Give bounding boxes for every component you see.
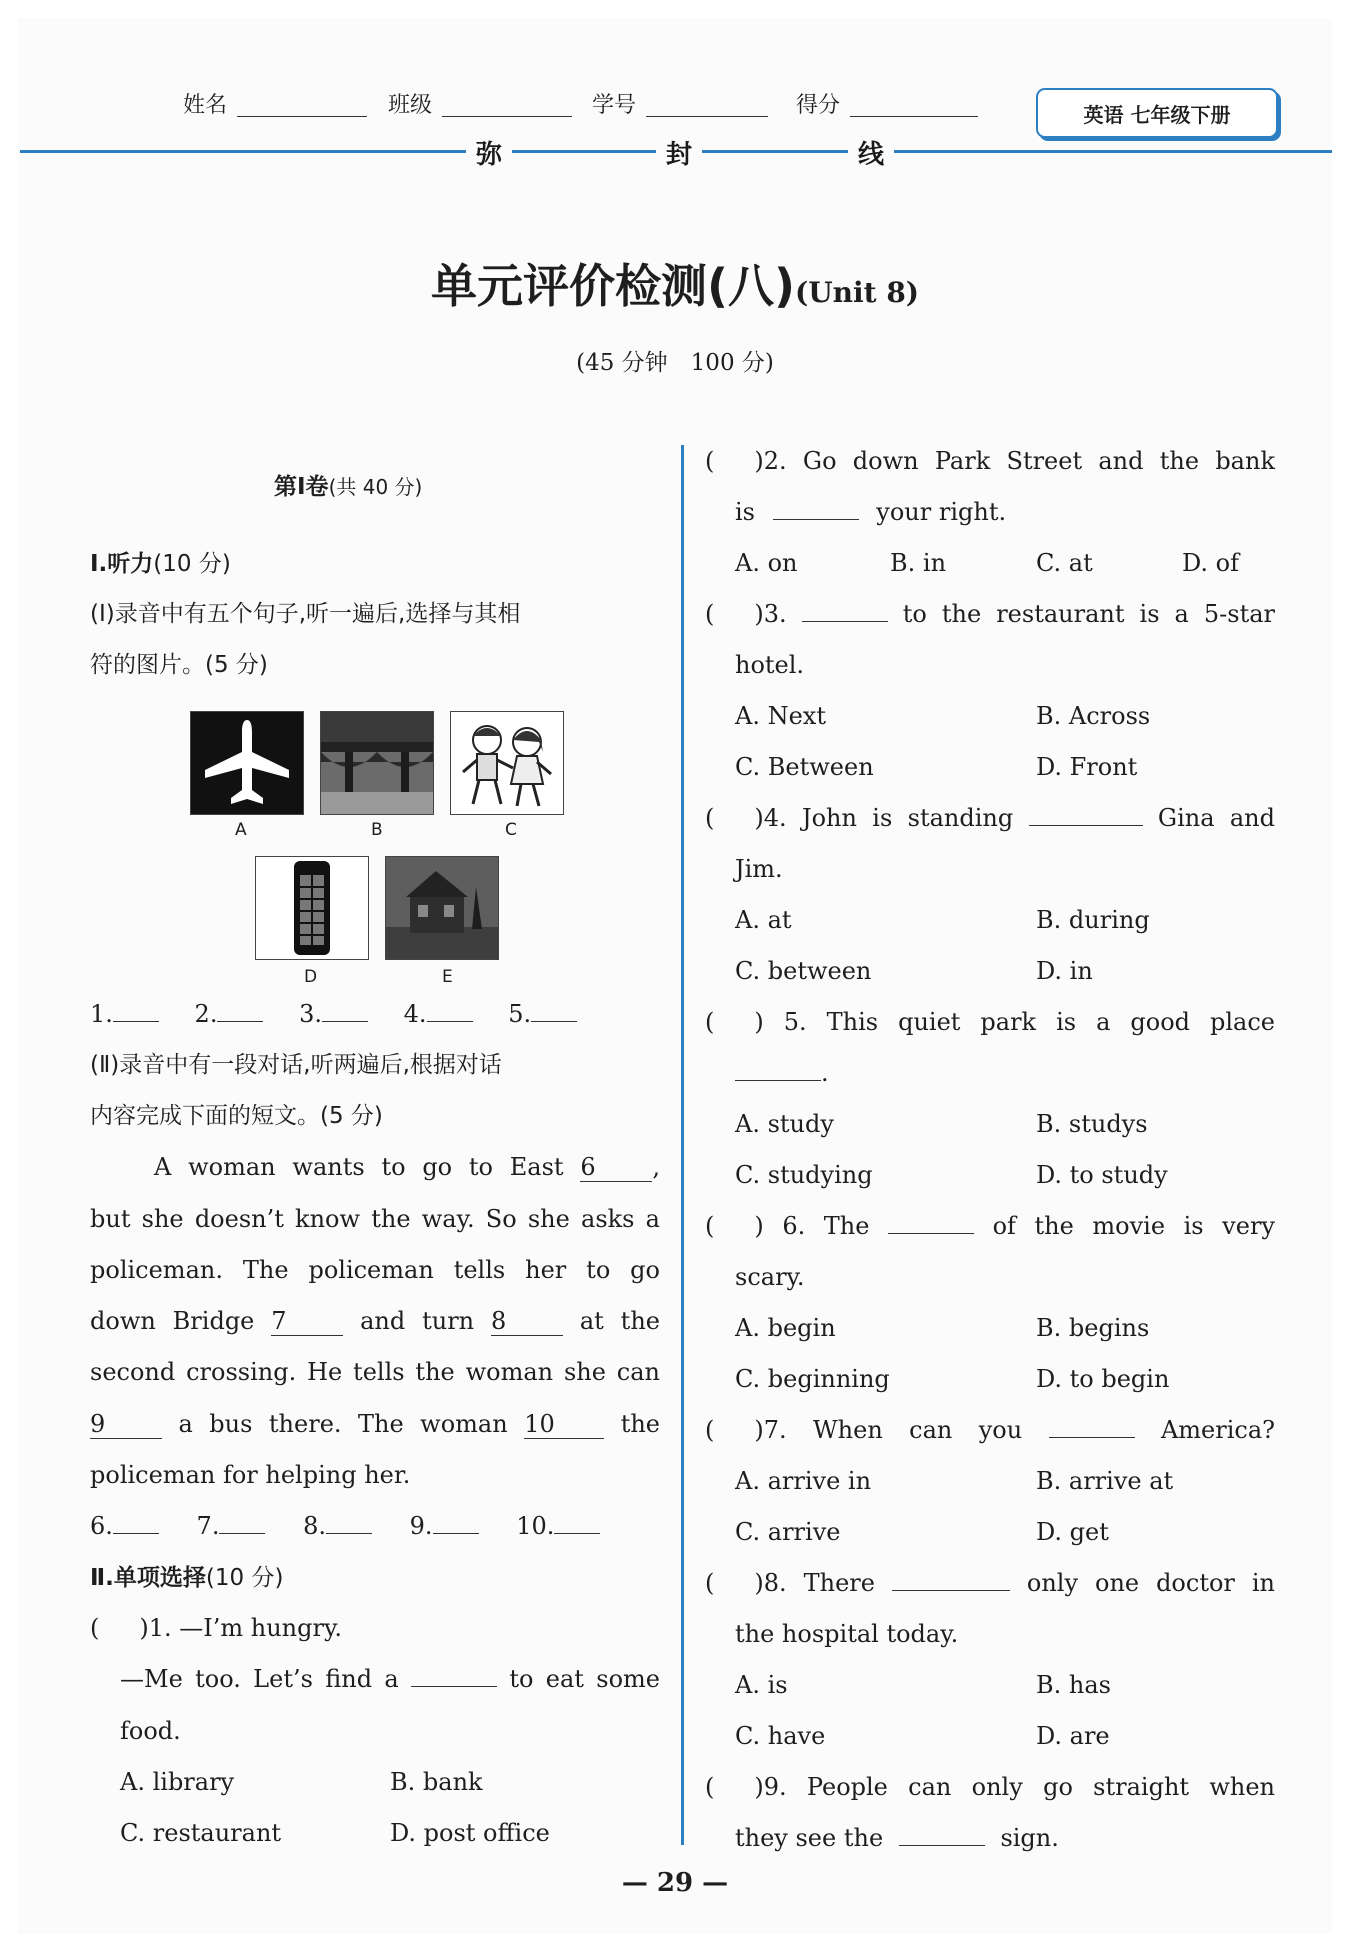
question-7-option-b[interactable]: B. arrive at bbox=[1036, 1467, 1174, 1495]
picture-a-label: A bbox=[235, 820, 247, 840]
question-1-option-b[interactable]: B. bank bbox=[390, 1768, 483, 1796]
passage-blank-10[interactable]: 10 bbox=[524, 1410, 604, 1439]
answer-blank-8[interactable] bbox=[326, 1533, 372, 1534]
student-id-label: 学号 bbox=[592, 93, 637, 118]
picture-d-label: D bbox=[304, 967, 318, 987]
question-7: ( )7. When can you America? bbox=[705, 1416, 1275, 1444]
passage-blank-6[interactable]: 6 bbox=[580, 1153, 652, 1182]
answer-row-6-10: 6. 7. 8. 9. 10. bbox=[90, 1510, 600, 1542]
passage-line-1: A woman wants to go to East 6 , bbox=[154, 1153, 660, 1181]
question-7-blank[interactable] bbox=[1049, 1437, 1135, 1438]
question-1-blank[interactable] bbox=[411, 1686, 497, 1687]
question-2-option-d[interactable]: D. of bbox=[1182, 549, 1239, 577]
question-4: ( )4. John is standing Gina and bbox=[705, 804, 1275, 832]
passage-line-4: down Bridge 7 and turn 8 at the bbox=[90, 1307, 660, 1335]
picture-b-label: B bbox=[371, 820, 383, 840]
question-9: ( )9. People can only go straight when bbox=[705, 1773, 1275, 1801]
answer-blank-3[interactable] bbox=[322, 1021, 368, 1022]
picture-d bbox=[255, 856, 369, 960]
class-field[interactable] bbox=[442, 116, 572, 117]
question-6: ( ) 6. The of the movie is very bbox=[705, 1212, 1275, 1240]
page-number: — 29 — bbox=[621, 1868, 729, 1898]
seal-char-2: 封 bbox=[656, 134, 702, 171]
answer-blank-6[interactable] bbox=[113, 1533, 159, 1534]
listening-part2-instruction: (Ⅱ)录音中有一段对话,听两遍后,根据对话 bbox=[90, 1052, 502, 1078]
answer-blank-7[interactable] bbox=[219, 1533, 265, 1534]
question-5-option-a[interactable]: A. study bbox=[735, 1110, 834, 1138]
seal-char-1: 弥 bbox=[466, 134, 512, 171]
question-3-blank[interactable] bbox=[802, 621, 888, 622]
subject-badge: 英语 七年级下册 bbox=[1036, 88, 1278, 138]
question-8-option-c[interactable]: C. have bbox=[735, 1722, 826, 1750]
picture-c-label: C bbox=[505, 820, 517, 840]
column-divider bbox=[681, 445, 684, 1845]
question-7-option-a[interactable]: A. arrive in bbox=[735, 1467, 872, 1495]
picture-e-label: E bbox=[442, 967, 453, 987]
question-4-option-c[interactable]: C. between bbox=[735, 957, 872, 985]
name-field[interactable] bbox=[237, 116, 367, 117]
answer-blank-10[interactable] bbox=[554, 1533, 600, 1534]
question-3-option-d[interactable]: D. Front bbox=[1036, 753, 1138, 781]
question-3-option-a[interactable]: A. Next bbox=[735, 702, 826, 730]
question-5-blank[interactable] bbox=[735, 1080, 821, 1081]
question-4-blank[interactable] bbox=[1029, 825, 1143, 826]
answer-blank-9[interactable] bbox=[433, 1533, 479, 1534]
part1-heading: 第Ⅰ卷(共 40 分) bbox=[274, 474, 423, 500]
picture-b bbox=[320, 711, 434, 815]
question-8-line-2: the hospital today. bbox=[735, 1620, 959, 1648]
name-label: 姓名 bbox=[183, 93, 228, 118]
question-8-option-d[interactable]: D. are bbox=[1036, 1722, 1110, 1750]
question-2-option-b[interactable]: B. in bbox=[890, 549, 947, 577]
question-5: ( ) 5. This quiet park is a good place bbox=[705, 1008, 1275, 1036]
question-6-option-b[interactable]: B. begins bbox=[1036, 1314, 1150, 1342]
question-6-option-d[interactable]: D. to begin bbox=[1036, 1365, 1170, 1393]
question-5-option-b[interactable]: B. studys bbox=[1036, 1110, 1148, 1138]
listening-part1-instruction-2: 符的图片。(5 分) bbox=[90, 652, 268, 678]
question-1-option-a[interactable]: A. library bbox=[120, 1768, 235, 1796]
listening-heading: Ⅰ.听力(10 分) bbox=[90, 551, 231, 577]
passage-blank-9[interactable]: 9 bbox=[90, 1410, 162, 1439]
question-8-blank[interactable] bbox=[892, 1590, 1010, 1591]
children-icon bbox=[451, 712, 563, 814]
question-2-option-a[interactable]: A. on bbox=[735, 549, 798, 577]
question-6-option-a[interactable]: A. begin bbox=[735, 1314, 836, 1342]
question-5-option-c[interactable]: C. studying bbox=[735, 1161, 873, 1189]
question-4-option-b[interactable]: B. during bbox=[1036, 906, 1150, 934]
question-6-blank[interactable] bbox=[888, 1233, 974, 1234]
answer-blank-1[interactable] bbox=[113, 1021, 159, 1022]
question-8-option-b[interactable]: B. has bbox=[1036, 1671, 1111, 1699]
old-house-icon bbox=[386, 857, 498, 959]
question-1-line-3: food. bbox=[120, 1717, 181, 1745]
question-1-line-2: —Me too. Let’s find a to eat some bbox=[120, 1665, 660, 1693]
question-3: ( )3. to the restaurant is a 5-star bbox=[705, 600, 1276, 628]
passage-blank-7[interactable]: 7 bbox=[271, 1307, 343, 1336]
phone-booth-icon bbox=[256, 857, 368, 959]
question-5-option-d[interactable]: D. to study bbox=[1036, 1161, 1168, 1189]
listening-part1-instruction: (Ⅰ)录音中有五个句子,听一遍后,选择与其相 bbox=[90, 601, 521, 627]
title-main: 单元评价检测(八) bbox=[430, 259, 795, 313]
question-1-option-c[interactable]: C. restaurant bbox=[120, 1819, 282, 1847]
seal-char-3: 线 bbox=[848, 134, 894, 171]
picture-a bbox=[190, 711, 304, 815]
question-4-option-a[interactable]: A. at bbox=[735, 906, 792, 934]
passage-line-5: second crossing. He tells the woman she can bbox=[90, 1358, 660, 1386]
question-2-blank[interactable] bbox=[773, 519, 859, 520]
student-id-field[interactable] bbox=[646, 116, 768, 117]
question-9-blank[interactable] bbox=[899, 1845, 985, 1846]
question-1-option-d[interactable]: D. post office bbox=[390, 1819, 550, 1847]
question-3-line-2: hotel. bbox=[735, 651, 805, 679]
passage-line-7: policeman for helping her. bbox=[90, 1461, 411, 1489]
question-3-option-b[interactable]: B. Across bbox=[1036, 702, 1151, 730]
title-unit: (Unit 8) bbox=[794, 276, 920, 309]
question-2: ( )2. Go down Park Street and the bank bbox=[705, 447, 1275, 475]
question-2-option-c[interactable]: C. at bbox=[1036, 549, 1093, 577]
question-4-option-d[interactable]: D. in bbox=[1036, 957, 1093, 985]
picture-e bbox=[385, 856, 499, 960]
question-6-line-2: scary. bbox=[735, 1263, 805, 1291]
picture-c bbox=[450, 711, 564, 815]
question-1: ( )1. —I’m hungry. bbox=[90, 1614, 342, 1642]
question-4-line-2: Jim. bbox=[735, 855, 783, 883]
passage-line-3: policeman. The policeman tells her to go bbox=[90, 1256, 660, 1284]
question-5-line-2: . bbox=[735, 1057, 829, 1089]
question-8: ( )8. There only one doctor in bbox=[705, 1569, 1275, 1597]
question-7-option-c[interactable]: C. arrive bbox=[735, 1518, 841, 1546]
class-label: 班级 bbox=[388, 93, 433, 118]
airplane-icon bbox=[191, 712, 303, 814]
question-2-line-2: is your right. bbox=[735, 498, 1007, 526]
passage-blank-8[interactable]: 8 bbox=[491, 1307, 563, 1336]
title-subtitle: (45 分钟 100 分) bbox=[576, 350, 774, 376]
question-6-option-c[interactable]: C. beginning bbox=[735, 1365, 890, 1393]
answer-blank-4[interactable] bbox=[427, 1021, 473, 1022]
question-3-option-c[interactable]: C. Between bbox=[735, 753, 874, 781]
answer-blank-5[interactable] bbox=[531, 1021, 577, 1022]
bridge-icon bbox=[321, 712, 433, 814]
answer-row-1-5: 1. 2. 3. 4. 5. bbox=[90, 998, 577, 1030]
score-label: 得分 bbox=[796, 93, 841, 118]
question-7-option-d[interactable]: D. get bbox=[1036, 1518, 1109, 1546]
listening-part2-instruction-2: 内容完成下面的短文。(5 分) bbox=[90, 1103, 383, 1129]
passage-line-2: but she doesn’t know the way. So she asks a bbox=[90, 1205, 660, 1233]
question-8-option-a[interactable]: A. is bbox=[735, 1671, 788, 1699]
score-field[interactable] bbox=[850, 116, 978, 117]
question-9-line-2: they see the sign. bbox=[735, 1824, 1059, 1852]
single-choice-heading: Ⅱ.单项选择(10 分) bbox=[90, 1565, 284, 1591]
answer-blank-2[interactable] bbox=[217, 1021, 263, 1022]
page-title bbox=[0, 250, 1350, 316]
passage-line-6: 9 a bus there. The woman 10 the bbox=[90, 1410, 660, 1438]
